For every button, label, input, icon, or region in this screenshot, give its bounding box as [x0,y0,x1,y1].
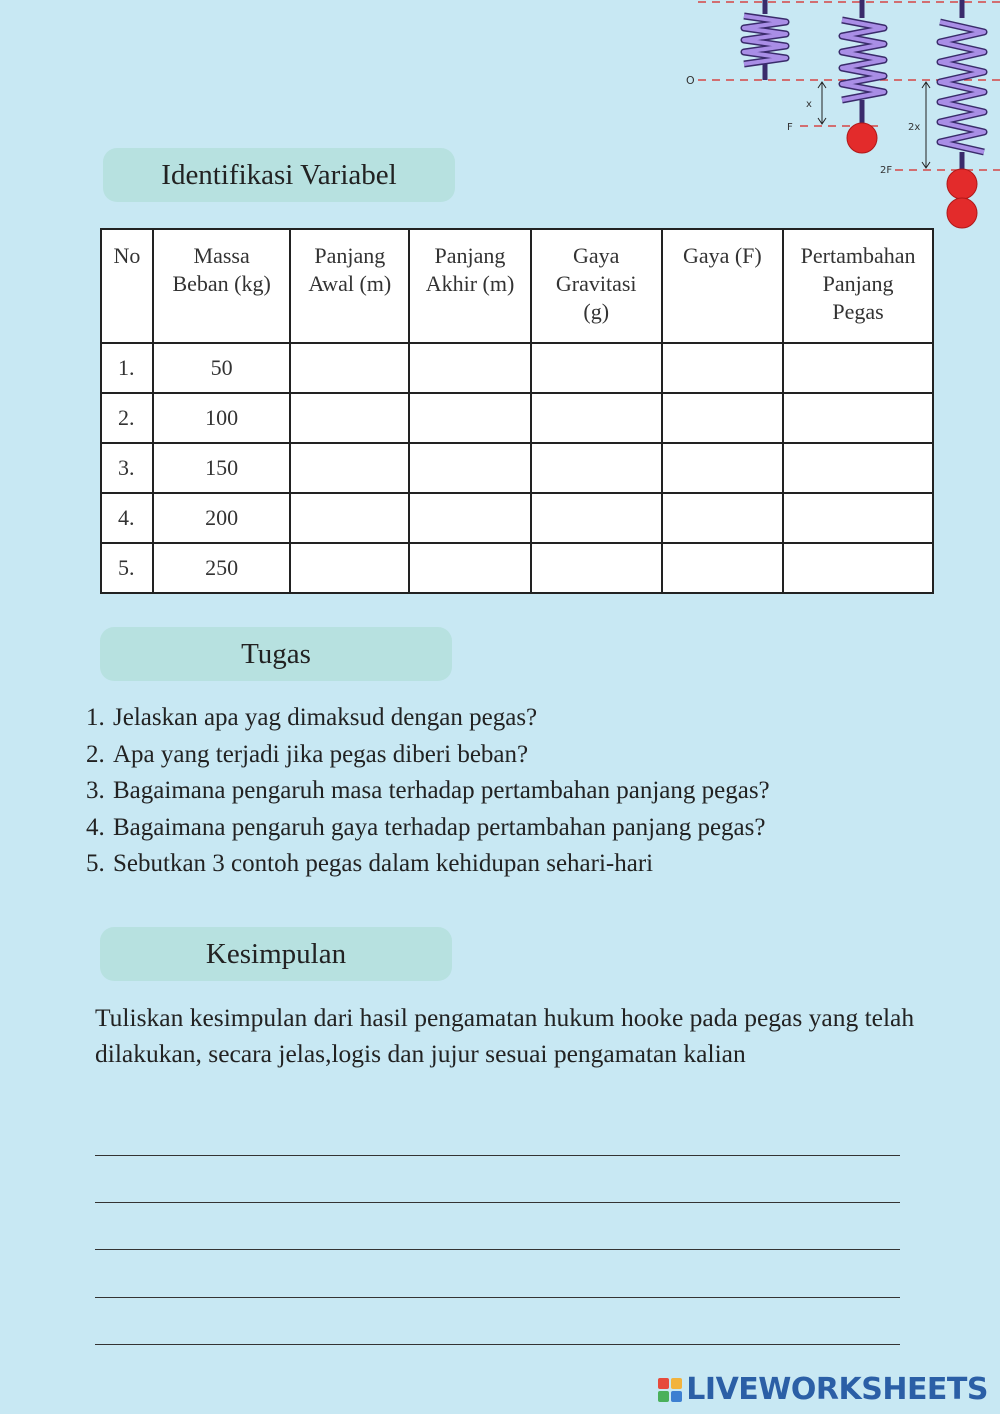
answer-line[interactable] [95,1344,900,1345]
answer-cell[interactable] [409,543,531,593]
answer-cell[interactable] [783,443,933,493]
list-item [86,846,770,883]
section-title-identifikasi: Identifikasi Variabel [103,148,455,202]
answer-line[interactable] [95,1202,900,1203]
answer-line[interactable] [95,1155,900,1156]
answer-cell[interactable] [531,443,662,493]
conclusion-instruction: Tuliskan kesimpulan dari hasil pengamatan hukum hooke pada pegas yang telah dilakukan, secara jelas,logis dan jujur sesuai pengamatan kalian [95,1003,915,1068]
spring-diagram [680,0,1000,235]
label-x: x [806,99,812,110]
section-title-kesimpulan: Kesimpulan [100,927,452,981]
answer-cell[interactable] [662,493,784,543]
label-2f: 2F [880,165,893,176]
task-number: 4. [86,813,105,841]
answer-cell[interactable] [290,393,409,443]
answer-cell[interactable] [290,443,409,493]
answer-cell[interactable] [531,543,662,593]
answer-cell[interactable] [290,493,409,543]
brand-name: LIVEWORKSHEETS [686,1372,988,1407]
variable-table [100,228,934,594]
mass-weight-icon [947,169,977,199]
table-header-row [101,229,933,343]
answer-cell[interactable] [531,493,662,543]
list-item [86,737,770,774]
answer-cell[interactable] [531,343,662,393]
answer-cell[interactable] [662,343,784,393]
x-arrow [818,82,826,124]
2x-arrow [922,82,930,168]
mass-value: 200 [153,493,291,543]
task-text: Jelaskan apa yag dimaksud dengan pegas? [113,704,538,731]
mass-weight-icon [947,198,977,228]
mass-value: 250 [153,543,291,593]
row-number: 2. [101,393,153,443]
answer-cell[interactable] [783,393,933,443]
header-no: No [101,229,153,343]
answer-cell[interactable] [783,343,933,393]
row-number: 4. [101,493,153,543]
section-title-tugas: Tugas [100,627,452,681]
task-number: 5. [86,850,105,877]
label-o: O [686,74,695,87]
answer-cell[interactable] [409,393,531,443]
task-text: Apa yang terjadi jika pegas diberi beban? [113,740,529,768]
answer-cell[interactable] [409,493,531,543]
answer-cell[interactable] [290,343,409,393]
task-text: Bagaimana pengaruh masa terhadap pertambahan panjang pegas? [113,777,770,804]
header-gaya-gravitasi: Gaya Gravitasi (g) [531,229,662,343]
brand-logo [658,1372,988,1407]
row-number: 3. [101,443,153,493]
header-gaya: Gaya (F) [662,229,784,343]
answer-cell[interactable] [662,543,784,593]
answer-cell[interactable] [409,443,531,493]
header-panjang-akhir: Panjang Akhir (m) [409,229,531,343]
mass-weight-icon [847,123,877,153]
header-panjang-awal: Panjang Awal (m) [290,229,409,343]
spring-single-mass [842,0,884,153]
table-row [101,543,933,593]
answer-cell[interactable] [783,543,933,593]
list-item [86,700,770,737]
mass-value: 100 [153,393,291,443]
answer-line[interactable] [95,1249,900,1250]
spring-unloaded [744,0,786,80]
label-f: F [787,122,793,133]
answer-cell[interactable] [662,443,784,493]
list-item [86,810,770,847]
label-2x: 2x [908,122,921,133]
table-row [101,393,933,443]
answer-cell[interactable] [409,343,531,393]
header-massa-beban: Massa Beban (kg) [153,229,291,343]
answer-cell[interactable] [531,393,662,443]
answer-line[interactable] [95,1297,900,1298]
task-list [86,700,770,883]
row-number: 5. [101,543,153,593]
task-number: 1. [86,704,105,731]
liveworksheets-logo-icon [658,1378,682,1402]
task-text: Sebutkan 3 contoh pegas dalam kehidupan sehari-hari [113,850,654,877]
task-text: Bagaimana pengaruh gaya terhadap pertambahan panjang pegas? [113,813,766,841]
answer-cell[interactable] [290,543,409,593]
table-row [101,443,933,493]
answer-cell[interactable] [662,393,784,443]
table-row [101,343,933,393]
task-number: 3. [86,777,105,804]
spring-double-mass [940,0,984,228]
answer-cell[interactable] [783,493,933,543]
mass-value: 150 [153,443,291,493]
header-pertambahan-panjang: Pertambahan Panjang Pegas [783,229,933,343]
task-number: 2. [86,740,105,768]
list-item [86,773,770,810]
row-number: 1. [101,343,153,393]
mass-value: 50 [153,343,291,393]
table-row [101,493,933,543]
